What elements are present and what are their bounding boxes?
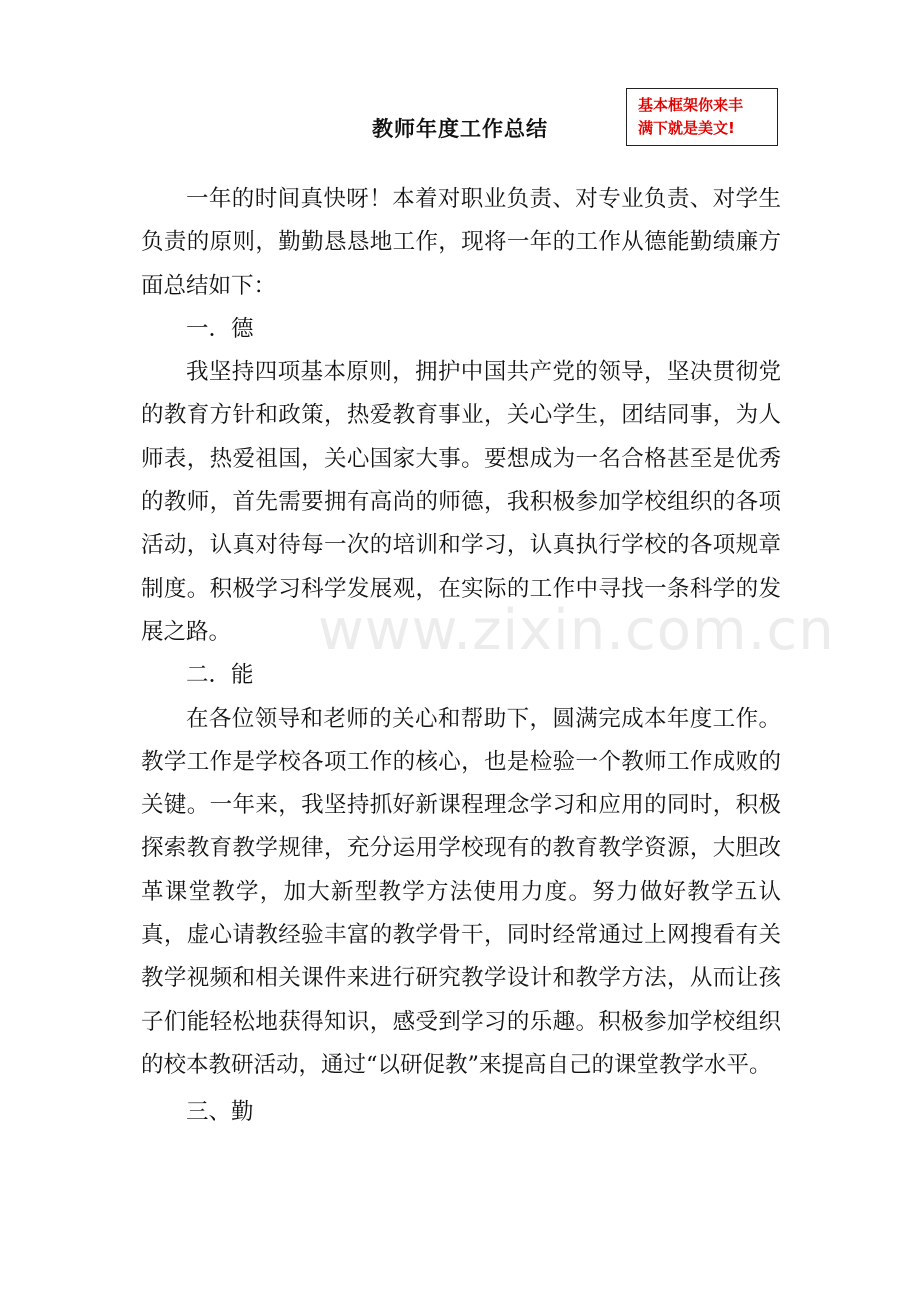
section-text-neng: 在各位领导和老师的关心和帮助下，圆满完成本年度工作。教学工作是学校各项工作的核心，也是检验一个教师工作成败的关键。一年来，我坚持抓好新课程理念学习和应用的同时，积极探索教育教学规律，充分运用学校现有的教育教学资源，大胆改革课堂教学，加大新型教学方法使用力度。努力做好教学五认真，虚心请教经验丰富的教学骨干，同时经常通过上网搜看有关教学视频和相关课件来进行研究教学设计和教学方法，从而让孩子们能轻松地获得知识，感受到学习的乐趣。积极参加学校组织的校本教研活动，通过“以研促教”来提高自己的课堂教学水平。 [141, 705, 781, 1078]
section-heading-neng: 二．能 [186, 662, 254, 689]
document-body [141, 178, 781, 1135]
document-title: 教师年度工作总结 [372, 116, 548, 141]
note-line-2: 满下就是美文! [638, 119, 735, 137]
note-line-1: 基本框架你来丰 [638, 96, 744, 114]
section-heading-de: 一．德 [186, 315, 254, 342]
intro-paragraph: 一年的时间真快呀！本着对职业负责、对专业负责、对学生负责的原则，勤勤恳恳地工作，现将一年的工作从德能勤绩廉方面总结如下： [141, 186, 781, 299]
section-text-de: 我坚持四项基本原则，拥护中国共产党的领导，坚决贯彻党的教育方针和政策，热爱教育事业，关心学生，团结同事，为人师表，热爱祖国，关心国家大事。要想成为一名合格甚至是优秀的教师，首先需要拥有高尚的师德，我积极参加学校组织的各项活动，认真对待每一次的培训和学习，认真执行学校的各项规章制度。积极学习科学发展观，在实际的工作中寻找一条科学的发展之路。 [141, 359, 781, 645]
section-heading-qin: 三、勤 [186, 1099, 254, 1126]
watermark: www.zixin.com.cn [318, 598, 835, 663]
note-box [626, 88, 778, 146]
